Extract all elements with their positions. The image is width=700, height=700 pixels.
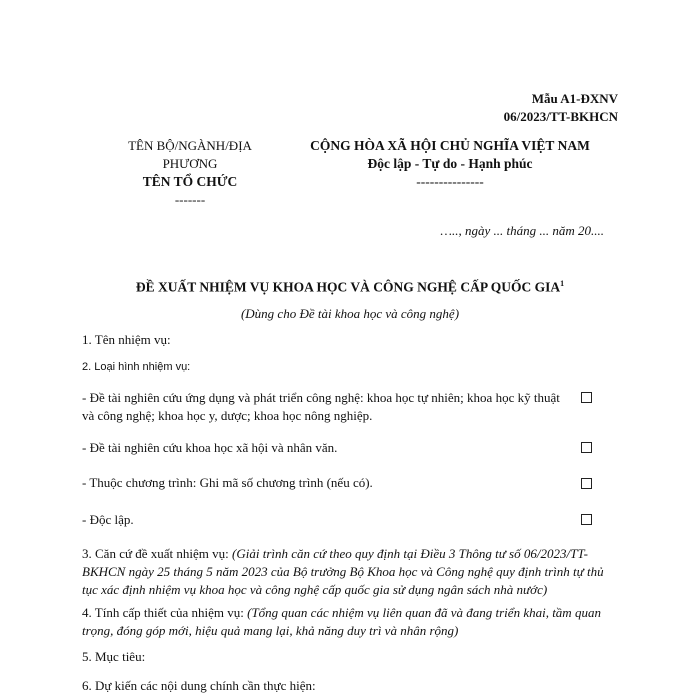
item-urgency-note: (Tổng quan các nhiệm vụ liên quan đã và đang triển khai, tầm quan trọng, đóng góp mới, hiệu quả mang lại, khả năng duy trì và nhân rộng)	[82, 605, 601, 638]
option-independent: - Độc lập.	[82, 512, 134, 527]
option-social-research: - Đề tài nghiên cứu khoa học xã hội và nhân văn.	[82, 440, 338, 455]
checkbox-applied-research[interactable]	[581, 392, 592, 403]
country-name: CỘNG HÒA XÃ HỘI CHỦ NGHĨA VIỆT NAM	[310, 138, 590, 153]
item-objectives: 5. Mục tiêu:	[82, 649, 146, 664]
item-urgency-label: 4. Tính cấp thiết của nhiệm vụ:	[82, 605, 248, 620]
ministry-line2: PHƯƠNG	[162, 156, 218, 171]
item-basis	[82, 545, 622, 599]
ministry-line1: TÊN BỘ/NGÀNH/ĐỊA	[128, 138, 252, 153]
document-title-text: ĐỀ XUẤT NHIỆM VỤ KHOA HỌC VÀ CÔNG NGHỆ CẤP QUỐC GIA	[135, 279, 561, 295]
item-task-name: 1. Tên nhiệm vụ:	[82, 332, 171, 347]
checkbox-independent[interactable]	[581, 514, 592, 525]
item-main-contents: 6. Dự kiến các nội dung chính cần thực hiện:	[82, 678, 316, 693]
left-header	[90, 137, 290, 209]
item-basis-label: 3. Căn cứ đề xuất nhiệm vụ:	[82, 546, 233, 561]
organization-name: TÊN TỔ CHỨC	[142, 174, 238, 189]
right-header-divider: ---------------	[416, 174, 484, 189]
document-title	[0, 279, 700, 296]
item-task-type: 2. Loại hình nhiệm vụ:	[82, 361, 191, 373]
document-subtitle: (Dùng cho Đề tài khoa học và công nghệ)	[240, 306, 460, 321]
right-header	[285, 137, 615, 191]
option-applied-research: - Đề tài nghiên cứu ứng dụng và phát triển công nghệ: khoa học tự nhiên; khoa học kỹ thuật và công nghệ; khoa học y, dược; khoa học nông nghiệp.	[82, 390, 560, 423]
item-basis-note: (Giải trình căn cứ theo quy định tại Điều 3 Thông tư số 06/2023/TT-BKHCN ngày 25 tháng 5 năm 2023 của Bộ trưởng Bộ Khoa học và Công nghệ quy định trình tự thủ tục xác định nhiệm vụ khoa học và công nghệ cấp quốc gia sử dụng ngân sách nhà nước)	[82, 546, 604, 597]
form-code-line1: Mẫu A1-ĐXNV	[531, 91, 618, 106]
checkbox-social-research[interactable]	[581, 442, 592, 453]
left-header-divider: -------	[174, 192, 206, 207]
national-motto: Độc lập - Tự do - Hạnh phúc	[367, 156, 533, 171]
checkbox-program[interactable]	[581, 478, 592, 489]
form-code	[504, 90, 618, 126]
dateline: ….., ngày ... tháng ... năm 20....	[440, 223, 604, 238]
item-urgency	[82, 604, 622, 640]
form-code-line2: 06/2023/TT-BKHCN	[503, 109, 618, 124]
title-footnote-marker: 1	[560, 279, 565, 288]
option-program: - Thuộc chương trình: Ghi mã số chương trình (nếu có).	[82, 475, 373, 490]
